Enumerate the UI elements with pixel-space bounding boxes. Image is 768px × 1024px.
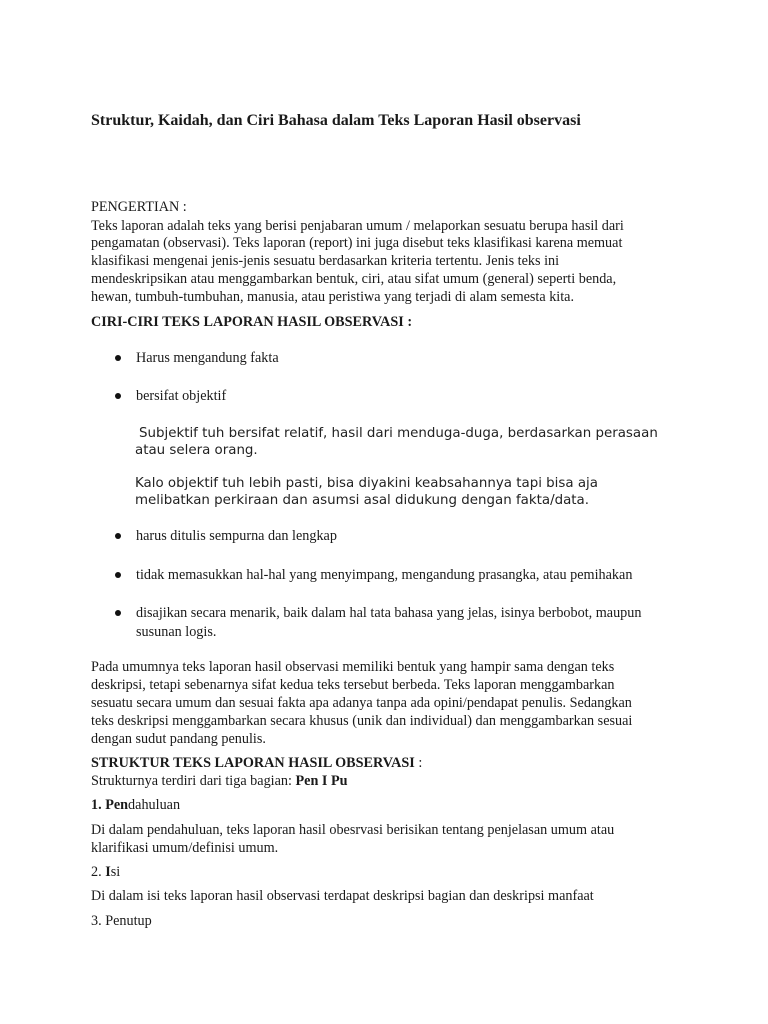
paragraph-line: Pada umumnya teks laporan hasil observasi memiliki bentuk yang hampir sama dengan teks (91, 659, 615, 675)
struktur-section-1-title (91, 797, 180, 814)
ciri-bullet-4: tidak memasukkan hal-hal yang menyimpang, mengandung prasangka, atau pemihakan (136, 567, 633, 583)
struktur-heading-suffix: : (414, 755, 423, 771)
struktur-section-2-prefix: 2. (91, 864, 106, 880)
ciri-note-objektif: melibatkan perkiraan dan asumsi asal didukung dengan fakta/data. (135, 493, 590, 508)
paragraph-line: dengan sudut pandang penulis. (91, 731, 266, 747)
ciri-bullet-1: Harus mengandung fakta (136, 350, 279, 366)
bullet-icon (115, 533, 121, 539)
struktur-intro (91, 773, 348, 790)
ciri-bullet-5: disajikan secara menarik, baik dalam hal tata bahasa yang jelas, isinya berbobot, maupun (136, 605, 642, 621)
ciri-heading: CIRI-CIRI TEKS LAPORAN HASIL OBSERVASI : (91, 314, 413, 330)
struktur-section-3-title: 3. Penutup (91, 913, 152, 929)
struktur-intro-text: Strukturnya terdiri dari tiga bagian: (91, 773, 296, 789)
ciri-bullet-5: susunan logis. (136, 624, 217, 640)
pengertian-line: pengamatan (observasi). Teks laporan (report) ini juga disebut teks klasifikasi karena memuat (91, 235, 623, 251)
struktur-heading-text: STRUKTUR TEKS LAPORAN HASIL OBSERVASI (91, 755, 415, 771)
struktur-section-2-rest: si (110, 864, 121, 880)
pengertian-line: hewan, tumbuh-tumbuhan, manusia, atau peristiwa yang terjadi di alam semesta kita. (91, 289, 575, 305)
ciri-note-objektif: Kalo objektif tuh lebih pasti, bisa diyakini keabsahannya tapi bisa aja (135, 476, 598, 491)
bullet-icon (115, 393, 121, 399)
pengertian-heading: PENGERTIAN : (91, 199, 187, 215)
struktur-section-2-title (91, 864, 120, 881)
struktur-section-1-text: klarifikasi umum/definisi umum. (91, 840, 279, 856)
paragraph-line: teks deskripsi menggambarkan secara khusus (unik dan individual) dan menggambarkan sesuai (91, 713, 633, 729)
paragraph-line: sesuatu secara umum dan sesuai fakta apa adanya tanpa ada opini/pendapat penulis. Sedangkan (91, 695, 632, 711)
ciri-note-subjektif: atau selera orang. (135, 443, 258, 458)
ciri-bullet-3: harus ditulis sempurna dan lengkap (136, 528, 337, 544)
struktur-section-2-bold: I (105, 864, 111, 880)
struktur-section-1-prefix: 1. Pen (91, 797, 129, 813)
struktur-section-2-text: Di dalam isi teks laporan hasil observasi terdapat deskripsi bagian dan deskripsi manfaat (91, 888, 594, 904)
struktur-intro-bold: Pen I Pu (295, 773, 348, 789)
struktur-section-1-text: Di dalam pendahuluan, teks laporan hasil obesrvasi berisikan tentang penjelasan umum atau (91, 822, 615, 838)
bullet-icon (115, 610, 121, 616)
pengertian-line: Teks laporan adalah teks yang berisi penjabaran umum / melaporkan sesuatu berupa hasil dari (91, 218, 624, 234)
bullet-icon (115, 355, 121, 361)
bullet-icon (115, 572, 121, 578)
struktur-section-1-rest: dahuluan (128, 797, 181, 813)
pengertian-line: klasifikasi mengenai jenis-jenis sesuatu berdasarkan kriteria tertentu. Jenis teks ini (91, 253, 560, 269)
ciri-bullet-2: bersifat objektif (136, 388, 227, 404)
document-title: Struktur, Kaidah, dan Ciri Bahasa dalam Teks Laporan Hasil observasi (91, 112, 581, 129)
ciri-note-subjektif: Subjektif tuh bersifat relatif, hasil dari menduga-duga, berdasarkan perasaan (139, 426, 658, 441)
paragraph-line: deskripsi, tetapi sebenarnya sifat kedua teks tersebut berbeda. Teks laporan menggambarkan (91, 677, 615, 693)
struktur-heading (91, 755, 422, 772)
pengertian-line: mendeskripsikan atau menggambarkan bentuk, ciri, atau sifat umum (general) seperti benda, (91, 271, 617, 287)
